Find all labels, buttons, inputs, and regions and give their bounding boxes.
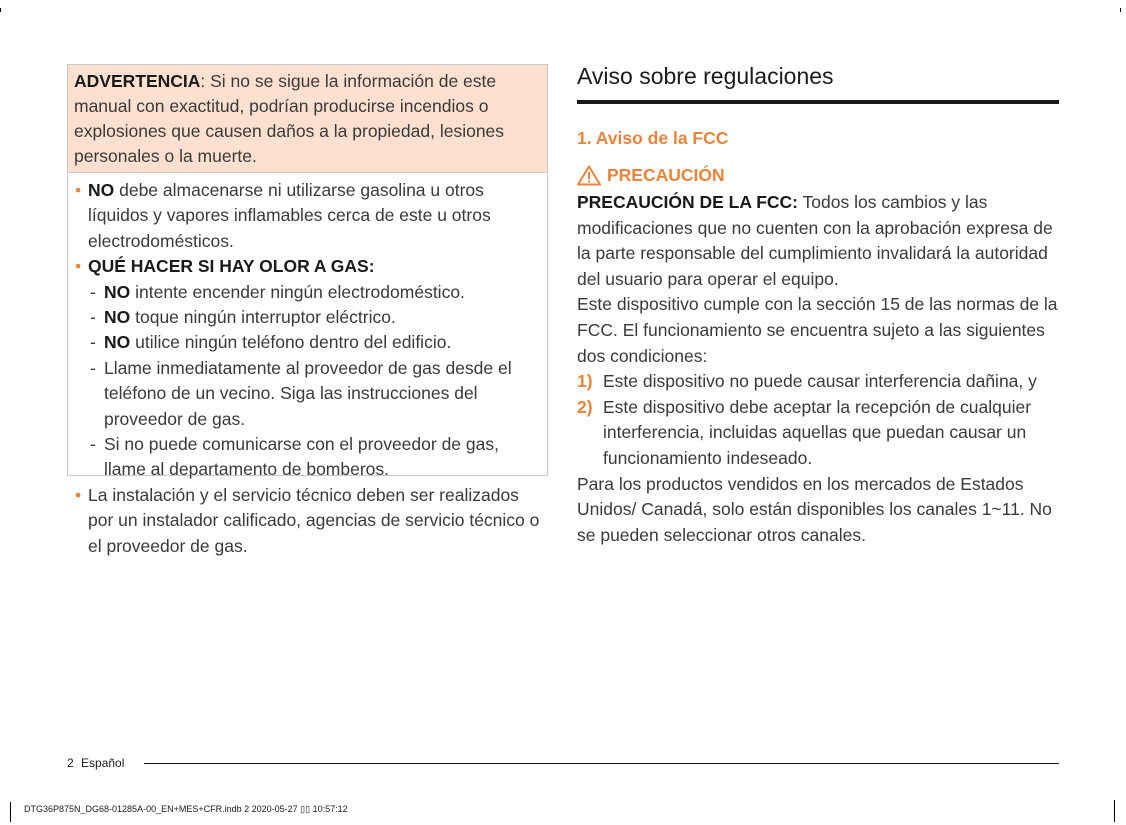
bold-no: NO (104, 307, 131, 328)
warning-triangle-icon (577, 165, 601, 186)
condition-text: Este dispositivo debe aceptar la recepción de cualquier interferencia, incluidas aquellas que puedan causar un funcionamiento indeseado. (603, 396, 1032, 468)
compliance-paragraph: Este dispositivo cumple con la sección 15 de las normas de la FCC. El funcionamiento se encuentra sujeto a las siguientes dos condiciones: (577, 294, 1058, 366)
dash-icon: - (90, 332, 96, 353)
dash-icon: - (90, 434, 96, 455)
item-text: intente encender ningún electrodoméstico. (130, 281, 465, 302)
crop-mark (1120, 8, 1121, 12)
page-footer (67, 756, 1059, 770)
list-item (74, 178, 541, 254)
condition-item (577, 369, 1059, 395)
bullet-icon: • (75, 256, 82, 277)
item-text: toque ningún interruptor eléctrico. (130, 307, 396, 328)
condition-item (577, 395, 1059, 472)
bold-no: NO (104, 281, 131, 302)
fcc-caution-text: Todos los cambios y las modificaciones que no cuenten con la aprobación expresa de la parte responsable del cumplimiento invalidará la autoridad del usuario para operar el equipo. (577, 192, 1053, 289)
caution-heading (577, 162, 1059, 188)
warning-body (68, 173, 547, 559)
warning-label: ADVERTENCIA (74, 71, 201, 91)
channels-paragraph: Para los productos vendidos en los mercados de Estados Unidos/ Canadá, solo están disponibles los canales 1~11. No se pueden seleccionar otros canales. (577, 473, 1052, 545)
title-rule (577, 100, 1059, 104)
item-text: debe almacenarse ni utilizarse gasolina u otros líquidos y vapores inflamables cerca de este u otros electrodomésticos. (88, 180, 491, 251)
sub-list-item (74, 356, 541, 432)
sub-list-item (74, 432, 541, 483)
caution-label: PRECAUCIÓN (607, 165, 725, 185)
sub-list-item (74, 280, 541, 305)
sub-list-item (74, 305, 541, 330)
footer-rule (144, 763, 1059, 764)
crop-mark (10, 802, 11, 822)
condition-number: 2) (577, 396, 593, 417)
bullet-icon: • (75, 484, 82, 505)
fcc-caution-paragraph (577, 190, 1059, 292)
sub-list-item (74, 330, 541, 355)
bold-no: NO (104, 332, 131, 353)
page-number: 2 (67, 756, 74, 770)
crop-mark (1114, 800, 1115, 822)
warning-box (67, 64, 548, 556)
bullet-icon: • (75, 180, 82, 200)
bold-no: NO (88, 180, 115, 200)
item-text: utilice ningún teléfono dentro del edificio. (130, 332, 452, 353)
page-title: Aviso sobre regulaciones (577, 63, 834, 89)
condition-number: 1) (577, 371, 593, 392)
warning-header (68, 65, 547, 173)
fcc-caution-label: PRECAUCIÓN DE LA FCC: (577, 192, 799, 212)
footer-language: Español (81, 756, 125, 770)
item-text: La instalación y el servicio técnico deben ser realizados por un instalador calificado, agencias de servicio técnico o el proveedor de gas. (88, 484, 540, 556)
condition-text: Este dispositivo no puede causar interferencia dañina, y (603, 371, 1037, 392)
fcc-heading: 1. Aviso de la FCC (577, 128, 729, 148)
item-text: Si no puede comunicarse con el proveedor de gas, llame al departamento de bomberos. (104, 434, 499, 480)
gas-odor-heading: QUÉ HACER SI HAY OLOR A GAS: (88, 256, 375, 277)
print-slug: DTG36P875N_DG68-01285A-00_EN+MES+CFR.indb 2 2020-05-27 ▯▯ 10:57:12 (24, 804, 348, 814)
dash-icon: - (90, 357, 96, 378)
dash-icon: - (90, 307, 96, 328)
regulations-section (577, 60, 1059, 548)
item-text: Llame inmediatamente al proveedor de gas desde el teléfono de un vecino. Siga las instrucciones del proveedor de gas. (104, 357, 512, 429)
warning-text: : Si no se sigue la información de este manual con exactitud, podrían producirse incendios o explosiones que causen daños a la propiedad, lesiones personales o la muerte. (74, 71, 505, 166)
list-item (74, 254, 541, 279)
dash-icon: - (90, 281, 96, 302)
list-item (74, 483, 541, 559)
crop-mark (0, 8, 1, 12)
